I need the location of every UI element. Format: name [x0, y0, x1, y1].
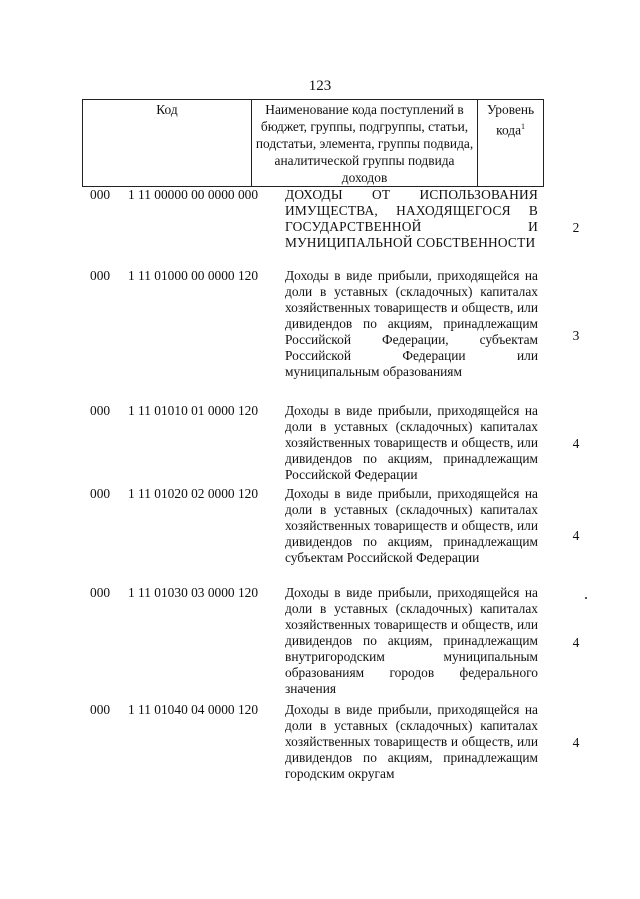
row-level: 4 [572, 436, 580, 451]
row-income-code: 1 11 01040 04 0000 120 [128, 702, 259, 717]
row-level: 4 [572, 528, 580, 543]
row-admin-code: 000 [90, 486, 111, 501]
row-income-name: Доходы в виде прибыли, приходящейся на доли в уставных (складочных) капиталах хозяйственных товариществ и обществ, или дивидендов по акциям, принадлежащим Российской Федерации, субъектам Российской Федерации или муниципальным образованиям [285, 268, 538, 379]
row-level: 3 [572, 328, 580, 343]
row-income-code: 1 11 01000 00 0000 120 [128, 268, 259, 283]
row-level: 4 [572, 635, 580, 650]
row-income-code: 1 11 01020 02 0000 120 [128, 486, 259, 501]
header-level-label: Уровень кода [487, 102, 535, 138]
header-level [478, 100, 544, 187]
row-income-code: 1 11 00000 00 0000 000 [128, 187, 259, 202]
row-admin-code: 000 [90, 268, 111, 283]
row-income-name: Доходы в виде прибыли, приходящейся на доли в уставных (складочных) капиталах хозяйственных товариществ и обществ, или дивидендов по акциям, принадлежащим внутригородским муниципальным образованиям городов федерального значения [285, 585, 538, 696]
row-admin-code: 000 [90, 187, 111, 202]
row-income-name: Доходы в виде прибыли, приходящейся на доли в уставных (складочных) капиталах хозяйственных товариществ и обществ, или дивидендов по акциям, принадлежащим городским округам [285, 702, 538, 781]
row-income-name: ДОХОДЫ ОТ ИСПОЛЬЗОВАНИЯ ИМУЩЕСТВА, НАХОДЯЩЕГОСЯ В ГОСУДАРСТВЕННОЙ И МУНИЦИПАЛЬНОЙ СОБСТВЕННОСТИ [285, 187, 538, 250]
page-number: 123 [308, 78, 332, 94]
row-admin-code: 000 [90, 403, 111, 418]
row-income-name: Доходы в виде прибыли, приходящейся на доли в уставных (складочных) капиталах хозяйственных товариществ и обществ, или дивидендов по акциям, принадлежащим субъектам Российской Федерации [285, 486, 538, 565]
row-admin-code: 000 [90, 585, 111, 600]
table-header-row [83, 100, 544, 187]
header-code: Код [83, 100, 252, 187]
scan-speck [585, 597, 587, 599]
row-level: 4 [572, 735, 580, 750]
header-name: Наименование кода поступлений в бюджет, группы, подгруппы, статьи, подстатьи, элемента, группы подвида, аналитической группы подвида доходов [251, 100, 477, 187]
header-level-footnote: 1 [521, 122, 526, 131]
row-admin-code: 000 [90, 702, 111, 717]
row-income-code: 1 11 01030 03 0000 120 [128, 585, 259, 600]
table-header [82, 99, 544, 187]
row-income-name: Доходы в виде прибыли, приходящейся на доли в уставных (складочных) капиталах хозяйственных товариществ и обществ, или дивидендов по акциям, принадлежащим Российской Федерации [285, 403, 538, 482]
row-level: 2 [572, 220, 580, 235]
row-income-code: 1 11 01010 01 0000 120 [128, 403, 259, 418]
